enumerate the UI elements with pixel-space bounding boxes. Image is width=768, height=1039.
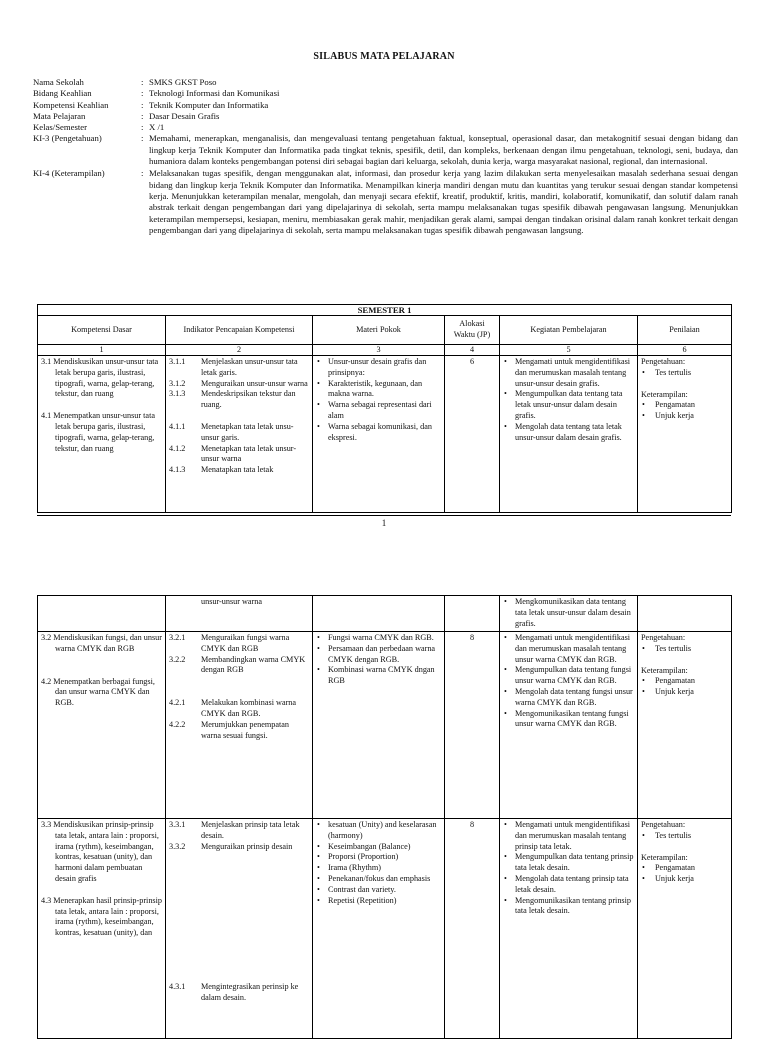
- table-row: [38, 356, 732, 513]
- semester-row: [38, 305, 732, 316]
- indicator-item: 3.1.3 Mendeskripsikan tekstur dan ruang.: [169, 389, 296, 410]
- column-number: 5: [500, 345, 638, 356]
- info-value: Teknik Komputer dan Informatika: [149, 99, 269, 110]
- materi-item: • Persamaan dan perbedaan warna CMYK dengan RGB.: [316, 644, 441, 666]
- kegiatan-item: • Mengolah data tentang fungsi unsur warna CMYK dan RGB.: [503, 687, 634, 709]
- materi-item: • Unsur-unsur desain grafis dan prinsipnya:: [316, 357, 441, 379]
- materi-item: • Penekanan/fokus dan emphasis: [316, 874, 441, 885]
- kegiatan-item: • Mengamati untuk mengidentifikasi dan merumuskan masalah tentang unsur-unsur desain grafis.: [503, 357, 634, 389]
- ki4-text: Melaksanakan tugas spesifik, dengan menggunakan alat, informasi, dan prosedur kerja yang lazim dilakukan serta menyelesaikan masalah sederhana sesuai dengan bidang dan lingkup kerja Teknik Komputer dan Informatika. Menampilkan kinerja mandiri dengan mutu dan kuantitas yang terukur sesuai dengan standar kompetensi kerja. Menunjukkan keterampilan menalar, mengolah, dan menyaji secara efektif, kreatif, produktif, kritis, mandiri, kolaboratif, komunikatif, dan solutif dalam ranah abstrak terkait dengan pengembangan dari yang dipelajarinya di sekolah, serta mampu melaksanakan tugas spesifik dibawah pengawasan langsung. Menunjukkan keterampilan mempersepsi, kesiapan, meniru, membiasakan gerak mahir, menjadikan gerak alami, sampai dengan tindakan orisinal dalam ranah konkret terkait dengan pengembangan dari yang dipelajarinya di sekolah, serta mampu melaksanakan tugas spesifik dibawah pengawasan langsung.: [149, 168, 738, 235]
- page-divider: [37, 515, 731, 516]
- header-row: [38, 316, 732, 345]
- materi-item: • Karakteristik, kegunaan, dan makna warna.: [316, 379, 441, 401]
- penilaian-cell: [638, 632, 732, 819]
- identity-block: [33, 77, 738, 237]
- penilaian-item: • Tes tertulis: [641, 368, 728, 379]
- penilaian-item: • Pengamatan: [641, 863, 728, 874]
- alokasi-cell: 8: [445, 819, 500, 1039]
- column-header: Indikator Pencapaian Kompetensi: [166, 316, 313, 345]
- penilaian-cell: [638, 819, 732, 1039]
- materi-item: • Warna sebagai komunikasi, dan ekspresi.: [316, 422, 441, 444]
- materi-item: • kesatuan (Unity) and keselarasan (harmony): [316, 820, 441, 842]
- penilaian-label: Pengetahuan:: [641, 633, 686, 642]
- penilaian-label: Pengetahuan:: [641, 820, 686, 829]
- page-number: 1: [381, 518, 387, 528]
- kd-item: 3.2 Mendiskusikan fungsi, dan unsur warna CMYK dan RGB: [41, 633, 162, 653]
- table-row: [38, 819, 732, 1039]
- materi-cell: [313, 632, 445, 819]
- column-number: 6: [638, 345, 732, 356]
- indicator-item: 3.3.2 Menguraikan prinsip desain: [169, 841, 293, 851]
- penilaian-label: Pengetahuan:: [641, 357, 686, 366]
- table-row: [38, 632, 732, 819]
- info-label: Bidang Keahlian: [33, 88, 92, 99]
- kegiatan-cell: [500, 596, 638, 632]
- kegiatan-item: • Mengamati untuk mengidentifikasi dan merumuskan masalah tentang prinsip tata letak.: [503, 820, 634, 852]
- materi-item: • Proporsi (Proportion): [316, 852, 441, 863]
- penilaian-item: • Tes tertulis: [641, 831, 728, 842]
- materi-item: • Keseimbangan (Balance): [316, 842, 441, 853]
- info-value: Teknologi Informasi dan Komunikasi: [149, 88, 280, 99]
- indicator-item: 3.3.1 Menjelaskan prinsip tata letak desain.: [169, 820, 300, 840]
- indicator-cell: [166, 632, 313, 819]
- table-row: [38, 596, 732, 632]
- materi-item: • Irama (Rhythm): [316, 863, 441, 874]
- indicator-cell: [166, 356, 313, 513]
- penilaian-label: Keterampilan:: [641, 665, 688, 675]
- kegiatan-item: • Mengkomunikasikan data tentang tata letak unsur-unsur dalam desain grafis.: [503, 597, 634, 629]
- kd-item: 3.3 Mendiskusikan prinsip-prinsip tata letak, antara lain : proporsi, irama (rythm), keseimbangan, kontras, kesatuan (unity), dan harmoni dalam pembuatan desain grafis: [41, 820, 159, 883]
- column-number-row: [38, 345, 732, 356]
- indicator-item: 4.1.1 Menetapkan tata letak unsu-unsur garis.: [169, 421, 294, 442]
- penilaian-label: Keterampilan:: [641, 852, 688, 862]
- kegiatan-item: • Mengolah data tentang prinsip tata letak desain.: [503, 874, 634, 896]
- materi-item: • Warna sebagai representasi dari alam: [316, 400, 441, 422]
- indicator-item: 4.2.2 Merumjukkan penempatan warna sesuai fungsi.: [169, 719, 289, 740]
- penilaian-item: • Unjuk kerja: [641, 874, 728, 885]
- info-label: Nama Sekolah: [33, 77, 84, 87]
- column-number: 1: [38, 345, 166, 356]
- indicator-cell: [166, 596, 313, 632]
- indicator-item: 4.3.1 Mengintegrasikan perinsip ke dalam desain.: [169, 982, 299, 1003]
- column-number: 2: [166, 345, 313, 356]
- kd-item: 4.2 Menempatkan berbagai fungsi, dan unsur warna CMYK dan RGB.: [41, 676, 155, 708]
- syllabus-table-continued: [37, 595, 732, 1039]
- document-title: SILABUS MATA PELAJARAN: [313, 51, 455, 62]
- materi-cell: [313, 819, 445, 1039]
- kegiatan-cell: [500, 356, 638, 513]
- kegiatan-item: • Mengomunikasikan tentang fungsi unsur warna CMYK dan RGB.: [503, 709, 634, 731]
- info-row-subject: Mata Pelajaran : Dasar Desain Grafis: [33, 111, 738, 122]
- info-row-class: Kelas/Semester : X /1: [33, 122, 738, 133]
- indicator-continued: unsur-unsur warna: [201, 597, 262, 606]
- ki3-row: KI-3 (Pengetahuan) : Memahami, menerapkan, menganalisis, dan mengevaluasi tentang pengetahuan faktual, konseptual, operasional dasar, dan metakognitif sesuai dengan bidang dan lingkup kerja Teknik Komputer dan Informatika pada tingkat teknis, spesifik, detil, dan kompleks, berkenaan dengan ilmu pengetahuan, teknologi, seni, budaya, dan humaniora dalam konteks pengembangan potensi diri sebagai bagian dari keluarga, sekolah, dunia kerja, warga masyarakat nasional, regional, dan internasional.: [33, 133, 738, 167]
- syllabus-table: [37, 304, 732, 513]
- semester-label: SEMESTER 1: [38, 305, 732, 316]
- info-label: Mata Pelajaran: [33, 110, 86, 121]
- kegiatan-item: • Mengamati untuk mengidentifikasi dan merumuskan masalah tentang unsur warna CMYK dan RGB.: [503, 633, 634, 665]
- penilaian-item: • Pengamatan: [641, 400, 728, 411]
- info-label: Kelas/Semester: [33, 122, 88, 133]
- indicator-item: 3.2.1 Menguraikan fungsi warna CMYK dan RGB: [169, 633, 290, 653]
- column-header: Materi Pokok: [313, 316, 445, 345]
- indicator-item: 3.1.2 Menguraikan unsur-unsur warna: [169, 378, 308, 388]
- alokasi-cell: [445, 596, 500, 632]
- column-header: Kegiatan Pembelajaran: [500, 316, 638, 345]
- info-row-school: Nama Sekolah : SMKS GKST Poso: [33, 77, 738, 88]
- indicator-item: 4.2.1 Melakukan kombinasi warna CMYK dan RGB.: [169, 698, 297, 718]
- kd-cell: [38, 596, 166, 632]
- indicator-item: 3.1.1 Menjelaskan unsur-unsur tata letak garis.: [169, 357, 298, 377]
- kd-cell: [38, 819, 166, 1039]
- info-row-field: Bidang Keahlian : Teknologi Informasi dan Komunikasi: [33, 88, 738, 99]
- column-number: 3: [313, 345, 445, 356]
- materi-item: • Repetisi (Repetition): [316, 896, 441, 907]
- info-value: SMKS GKST Poso: [149, 77, 217, 87]
- materi-item: • Contrast dan variety.: [316, 885, 441, 896]
- indicator-item: 4.1.2 Menetapkan tata letak unsur-unsur warna: [169, 443, 297, 464]
- kd-item: 4.1 Menempatkan unsur-unsur tata letak berupa garis, ilustrasi, tipografi, warna, gelap-terang, tekstur, dan ruang: [41, 411, 155, 453]
- ki3-text: Memahami, menerapkan, menganalisis, dan mengevaluasi tentang pengetahuan faktual, konseptual, operasional dasar, dan metakognitif sesuai dengan bidang dan lingkup kerja Teknik Komputer dan Informatika pada tingkat teknis, spesifik, detil, dan kompleks, berkenaan dengan ilmu pengetahuan, teknologi, seni, budaya, dan humaniora dalam konteks pengembangan potensi diri sebagai bagian dari keluarga, sekolah, dunia kerja, warga masyarakat nasional, regional, dan internasional.: [149, 133, 738, 167]
- info-value: Dasar Desain Grafis: [149, 110, 220, 121]
- kegiatan-item: • Mengomunikasikan tentang prinsip tata letak desain.: [503, 896, 634, 918]
- penilaian-item: • Tes tertulis: [641, 644, 728, 655]
- document-page-2: [0, 585, 768, 1024]
- kegiatan-item: • Mengumpulkan data tentang tata letak unsur-unsur dalam desain grafis.: [503, 389, 634, 421]
- penilaian-cell: [638, 596, 732, 632]
- ki4-row: KI-4 (Keterampilan) : Melaksanakan tugas spesifik, dengan menggunakan alat, informasi, dan prosedur kerja yang lazim dilakukan serta menyelesaikan masalah sederhana sesuai dengan bidang dan lingkup kerja Teknik Komputer dan Informatika. Menampilkan kinerja mandiri dengan mutu dan kuantitas yang terukur sesuai dengan standar kompetensi kerja. Menunjukkan keterampilan menalar, mengolah, dan menyaji secara efektif, kreatif, produktif, kritis, mandiri, kolaboratif, komunikatif, dan solutif dalam ranah abstrak terkait dengan pengembangan dari yang dipelajarinya di sekolah, serta mampu melaksanakan tugas spesifik dibawah pengawasan langsung. Menunjukkan keterampilan mempersepsi, kesiapan, meniru, membiasakan gerak mahir, menjadikan gerak alami, sampai dengan tindakan orisinal dalam ranah konkret terkait dengan pengembangan dari yang dipelajarinya di sekolah, serta mampu melaksanakan tugas spesifik dibawah pengawasan langsung.: [33, 168, 738, 235]
- kd-item: 3.1 Mendiskusikan unsur-unsur tata letak berupa garis, ilustrasi, tipografi, warna, gelap-terang, tekstur, dan ruang: [41, 357, 159, 399]
- kegiatan-item: • Mengolah data tentang tata letak unsur-unsur dalam desain grafis.: [503, 422, 634, 444]
- column-header: Alokasi Waktu (JP): [445, 316, 500, 345]
- penilaian-item: • Unjuk kerja: [641, 411, 728, 422]
- kd-cell: [38, 356, 166, 513]
- column-number: 4: [445, 345, 500, 356]
- penilaian-item: • Unjuk kerja: [641, 687, 728, 698]
- column-header: Penilaian: [638, 316, 732, 345]
- kegiatan-item: • Mengumpulkan data tentang fungsi unsur warna CMYK dan RGB.: [503, 665, 634, 687]
- kd-cell: [38, 632, 166, 819]
- info-row-competency: Kompetensi Keahlian : Teknik Komputer dan Informatika: [33, 100, 738, 111]
- indicator-cell: [166, 819, 313, 1039]
- penilaian-item: • Pengamatan: [641, 676, 728, 687]
- column-header: Kompetensi Dasar: [38, 316, 166, 345]
- penilaian-label: Keterampilan:: [641, 389, 688, 399]
- materi-cell: [313, 596, 445, 632]
- materi-cell: [313, 356, 445, 513]
- info-label: Kompetensi Keahlian: [33, 99, 109, 110]
- indicator-item: 4.1.3 Menatapkan tata letak: [169, 465, 274, 475]
- indicator-item: 3.2.2 Membandingkan warna CMYK dengan RGB: [169, 654, 306, 675]
- materi-item: • Kombinasi warna CMYK dngan RGB: [316, 665, 441, 687]
- kd-item: 4.3 Menerapkan hasil prinsip-prinsip tata letak, antara lain : proporsi, irama (rythm), keseimbangan, kontras, kesatuan (unity), dan: [41, 895, 162, 938]
- ki4-label: KI-4 (Keterampilan): [33, 168, 105, 179]
- alokasi-cell: 8: [445, 632, 500, 819]
- ki3-label: KI-3 (Pengetahuan): [33, 133, 102, 144]
- penilaian-cell: [638, 356, 732, 513]
- materi-item: • Fungsi warna CMYK dan RGB.: [316, 633, 441, 644]
- info-value: X /1: [149, 122, 165, 133]
- kegiatan-cell: [500, 819, 638, 1039]
- alokasi-cell: 6: [445, 356, 500, 513]
- kegiatan-cell: [500, 632, 638, 819]
- kegiatan-item: • Mengumpulkan data tentang prinsip tata letak desain.: [503, 852, 634, 874]
